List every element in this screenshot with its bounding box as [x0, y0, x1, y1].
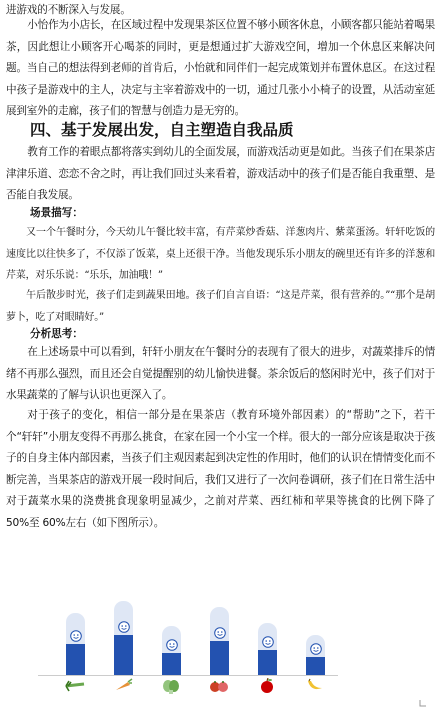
- paragraph-lunch-scene: 又一个午餐时分，今天幼儿午餐比较丰富，有芹菜炒香菇、洋葱肉片、紫菜蛋汤。轩轩吃饭的速度比以往快多了，不仅添了饭菜，桌上还很干净。当他发现乐乐小朋友的碗里还有许多的洋葱和芹菜，对乐乐说：“乐乐，加油哦！”: [6, 227, 435, 282]
- paragraph-development: 教育工作的着眼点都将落实到幼儿的全面发展，而游戏活动更是如此。当孩子们在果茶店津津乐道、恋恋不舍之时，再让我们回过头来看着，游戏活动中的孩子们是否能自我重塑、是否能自我发展。: [6, 146, 435, 202]
- subheading-analysis: 分析思考：: [30, 328, 83, 340]
- bar-6: [306, 570, 325, 675]
- bar-after-6: [306, 657, 325, 675]
- subheading-scene: 场景描写：: [30, 207, 83, 219]
- smiley-icon: [118, 621, 130, 633]
- apple-icon: [257, 678, 277, 694]
- bar-3: [162, 570, 181, 675]
- carrot-icon: [113, 678, 133, 694]
- paragraph-mark-icon: [418, 698, 428, 708]
- paragraph-walk-scene: 午后散步时光，孩子们走到蔬果田地。孩子们自言自语：“这是芹菜，很有营养的。”“那个是胡萝卜，吃了对眼睛好。”: [6, 290, 435, 323]
- smiley-icon: [166, 639, 178, 651]
- bar-after-1: [66, 644, 85, 675]
- bar-after-3: [162, 653, 181, 675]
- smiley-icon: [70, 630, 82, 642]
- picky-eating-chart: [38, 570, 338, 698]
- paragraph-analysis: 在上述场景中可以看到，轩轩小朋友在午餐时分的表现有了很大的进步，对蔬菜排斥的情绪不再那么强烈，而且还会自觉提醒别的幼儿愉快进餐。茶余饭后的悠闲时光中，孩子们对于水果蔬菜的了解与认识也更深入了。: [6, 346, 435, 402]
- paragraph-survey: 对于孩子的变化，相信一部分是在果茶店（教育环境外部因素）的“帮助”之下，若干个“轩轩”小朋友变得不再那么挑食，在家在园一个小宝一个样。很大的一部分应该是取决于孩子的自身主体内部因素，当孩子们主观因素起到决定性的作用时，他们的认识在情情变化而不断完善，当果茶店的游戏开展一段时间后，我们又进行了一次问卷调研，孩子们在日常生活中对于蔬菜水果的浇费挑食现象明显减少，之前对芹菜、西红柿和苹果等挑食的比例下降了 50%至 60%左右（如下图所示）。: [6, 409, 435, 529]
- bar-after-5: [258, 650, 277, 675]
- bar-after-2: [114, 635, 133, 675]
- paragraph-rest-area: 小怡作为小店长，在区域过程中发现果茶区位置不够小顾客休息，小顾客都只能站着喝果茶，因此想让小顾客开心喝茶的同时，更是想通过扩大游戏空间，增加一个休息区来解决问题。当自己的想法得到老师的首肯后，小怡就和同伴们一起完成策划并布置休息区。在这过程中孩子是游戏中的主人，决定与主宰着游戏中的一切，通过几张小小椅子的设置，从活动室延展到室外的走廊，孩子们的智慧与创造力是无穷的。: [6, 19, 435, 118]
- bar-1: [66, 570, 85, 675]
- smiley-icon: [214, 627, 226, 639]
- bar-4: [210, 570, 229, 675]
- chart-baseline: [38, 675, 338, 676]
- bar-after-4: [210, 641, 229, 675]
- tomato-icon: [209, 678, 229, 694]
- smiley-icon: [310, 643, 322, 655]
- bar-2: [114, 570, 133, 675]
- greens-icon: [161, 678, 181, 694]
- celery-icon: [65, 678, 85, 694]
- bar-5: [258, 570, 277, 675]
- smiley-icon: [262, 636, 274, 648]
- banana-icon: [305, 678, 325, 694]
- section-heading: 四、基于发展出发，自主塑造自我品质: [30, 120, 294, 139]
- paragraph-continuation: 进游戏的不断深入与发展。: [6, 4, 131, 16]
